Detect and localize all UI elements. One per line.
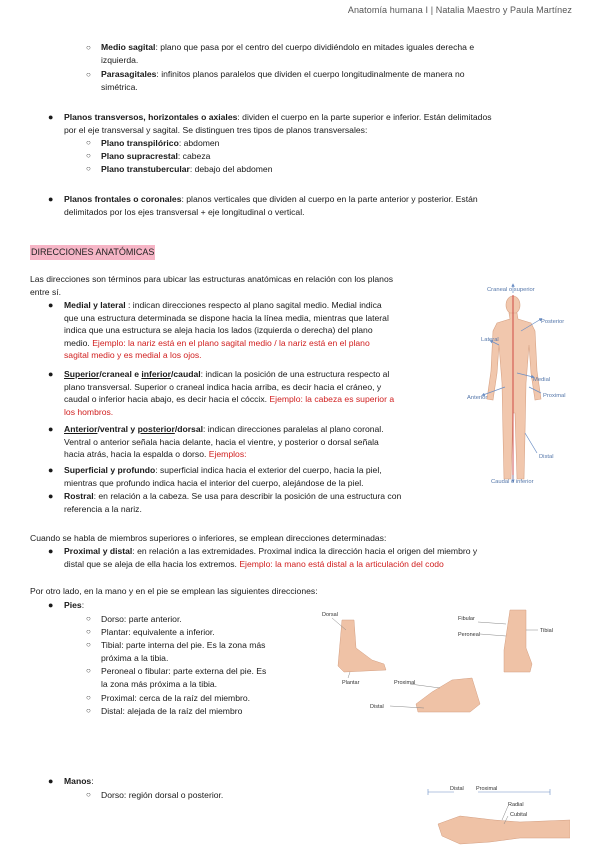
label-distal: Distal: [539, 454, 554, 460]
list-circle: ○: [86, 706, 91, 715]
label-medial: Medial: [533, 377, 551, 383]
list-circle: ○: [86, 70, 91, 79]
list-bullet: ●: [48, 491, 54, 501]
pies-item-proximal: Proximal: cerca de la raíz del miembro.: [101, 693, 251, 703]
list-bullet: ●: [48, 465, 54, 475]
foot-label-fibular: Fibular: [458, 616, 475, 622]
list-item-proximal-distal: Proximal y distal: en relación a las extremidades. Proximal indica la dirección hacia el origen del miembro y distal que se aleja de ella hacia los extremos. Ejemplo: la mano está distal a la articulación del codo: [64, 546, 478, 569]
foot-front-shape: [504, 610, 532, 672]
foot-label-peroneal: Peroneal: [458, 632, 481, 638]
label-posterior: Posterior: [541, 319, 565, 325]
list-bullet: ●: [48, 112, 54, 122]
list-circle: ○: [86, 43, 91, 52]
foot-label-proximal: Proximal: [394, 680, 416, 686]
pies-item-tibial: Tibial: parte interna del pie. Es la zona más próxima a la tibia.: [101, 640, 266, 663]
hand-label-radial: Radial: [508, 802, 524, 808]
foot-directions-figure: [320, 608, 560, 716]
foot-sole-shape: [416, 678, 480, 712]
manos-item-dorso: Dorso: región dorsal o posterior.: [101, 790, 224, 800]
list-item-supracrestal: Plano supracrestal: cabeza: [101, 151, 211, 161]
miembros-intro: Cuando se habla de miembros superiores o inferiores, se emplean direcciones determinadas:: [30, 533, 387, 543]
list-item-transtubercular: Plano transtubercular: debajo del abdomen: [101, 164, 273, 174]
label-proximal: Proximal: [543, 393, 566, 399]
label-caudal: Caudal o inferior: [491, 479, 534, 485]
manos-heading: Manos:: [64, 776, 94, 786]
list-bullet: ●: [48, 546, 54, 556]
foot-label-plantar: Plantar: [342, 680, 360, 686]
list-item-transpilorico: Plano transpilórico: abdomen: [101, 138, 220, 148]
list-circle: ○: [86, 614, 91, 623]
list-item-frontales: Planos frontales o coronales: planos verticales que dividen al cuerpo en la parte anterior y posterior. Están delimitados por los ejes transversal + eje longitudinal o vertical.: [64, 194, 478, 217]
list-bullet: ●: [48, 776, 54, 786]
pies-heading: Pies:: [64, 600, 85, 610]
hand-shape: [438, 816, 570, 844]
list-circle: ○: [86, 693, 91, 702]
foot-label-dorsal: Dorsal: [322, 612, 338, 618]
list-item-anterior-posterior: Anterior/ventral y posterior/dorsal: indican direcciones paralelas al plano coronal. Ventral o anterior señala hacia delante, hacia el vientre, y posterior o dorsal señala hacia atrás, hacia la espalda o dorso. Ejemplos:: [64, 424, 384, 460]
list-bullet: ●: [48, 369, 54, 379]
pies-item-dorso: Dorso: parte anterior.: [101, 614, 182, 624]
list-circle: ○: [86, 138, 91, 147]
foot-label-distal: Distal: [370, 704, 384, 710]
list-bullet: ●: [48, 600, 54, 610]
list-item-parasagitales: Parasagitales: infinitos planos paralelos que dividen el cuerpo longitudinalmente de manera no simétrica.: [101, 69, 465, 92]
foot-label-tibial: Tibial: [540, 628, 553, 634]
list-circle: ○: [86, 164, 91, 173]
label-lateral: Lateral: [481, 337, 499, 343]
list-item-rostral: Rostral: en relación a la cabeza. Se usa para describir la posición de una estructura con referencia a la nariz.: [64, 491, 402, 514]
body-silhouette: [487, 296, 541, 479]
list-item-superior-inferior: Superior/craneal e inferior/caudal: indican la posición de una estructura respecto al plano transversal. Superior o craneal indica hacia arriba, es decir hacia el cráneo, y caudal o inferior hacia abajo, es decir hacia el cóccix. Ejemplo: la cabeza es superior a los hombros.: [64, 369, 395, 417]
page-header: Anatomía humana I | Natalia Maestro y Paula Martínez: [347, 5, 572, 15]
list-bullet: ●: [48, 424, 54, 434]
hand-label-distal: Distal: [450, 786, 464, 792]
list-circle: ○: [86, 666, 91, 675]
label-craneal: Craneal o superior: [487, 287, 535, 293]
anatomical-directions-figure: [465, 283, 573, 485]
list-item-superficial-profundo: Superficial y profundo: superficial indica hacia el exterior del cuerpo, hacia la piel, mientras que profundo indica hacia el interior del cuerpo, alejándose de la piel.: [64, 465, 382, 488]
pies-item-distal: Distal: alejada de la raíz del miembro: [101, 706, 243, 716]
list-circle: ○: [86, 640, 91, 649]
list-circle: ○: [86, 627, 91, 636]
list-bullet: ●: [48, 194, 54, 204]
hand-label-cubital: Cubital: [510, 812, 528, 818]
list-item-medial-lateral: Medial y lateral : indican direcciones respecto al plano sagital medio. Medial indica que una estructura determinada se dispone hacia la línea media, mientras que lateral indica que una estructura se aleja hacia los lados (izquierda o derecha) del plano medio. Ejemplo: la nariz está en el plano sagital medio / la nariz está en el plano sagital medio y es medial a los ojos.: [64, 300, 389, 361]
list-item-transversos: Planos transversos, horizontales o axiales: dividen el cuerpo en la parte superior e inferior. Están delimitados por el eje transversal y sagital. Se distinguen tres tipos de planos transversales:: [64, 112, 492, 135]
hand-directions-figure: [420, 784, 570, 848]
mano-pie-intro: Por otro lado, en la mano y en el pie se emplean las siguientes direcciones:: [30, 586, 318, 596]
foot-lateral-shape: [338, 620, 386, 672]
section-title: DIRECCIONES ANATÓMICAS: [30, 245, 155, 260]
pies-item-plantar: Plantar: equivalente a inferior.: [101, 627, 215, 637]
list-bullet: ●: [48, 300, 54, 310]
list-item-medio-sagital: Medio sagital: plano que pasa por el centro del cuerpo dividiéndolo en mitades iguales derecha e izquierda.: [101, 42, 475, 65]
pies-item-peroneal: Peroneal o fibular: parte externa del pie. Es la zona más próxima a la tibia.: [101, 666, 267, 689]
list-circle: ○: [86, 151, 91, 160]
label-anterior: Anterior: [467, 395, 488, 401]
list-circle: ○: [86, 790, 91, 799]
hand-label-proximal: Proximal: [476, 786, 498, 792]
intro-paragraph: Las direcciones son términos para ubicar las estructuras anatómicas en relación con los planos entre sí.: [30, 274, 394, 297]
